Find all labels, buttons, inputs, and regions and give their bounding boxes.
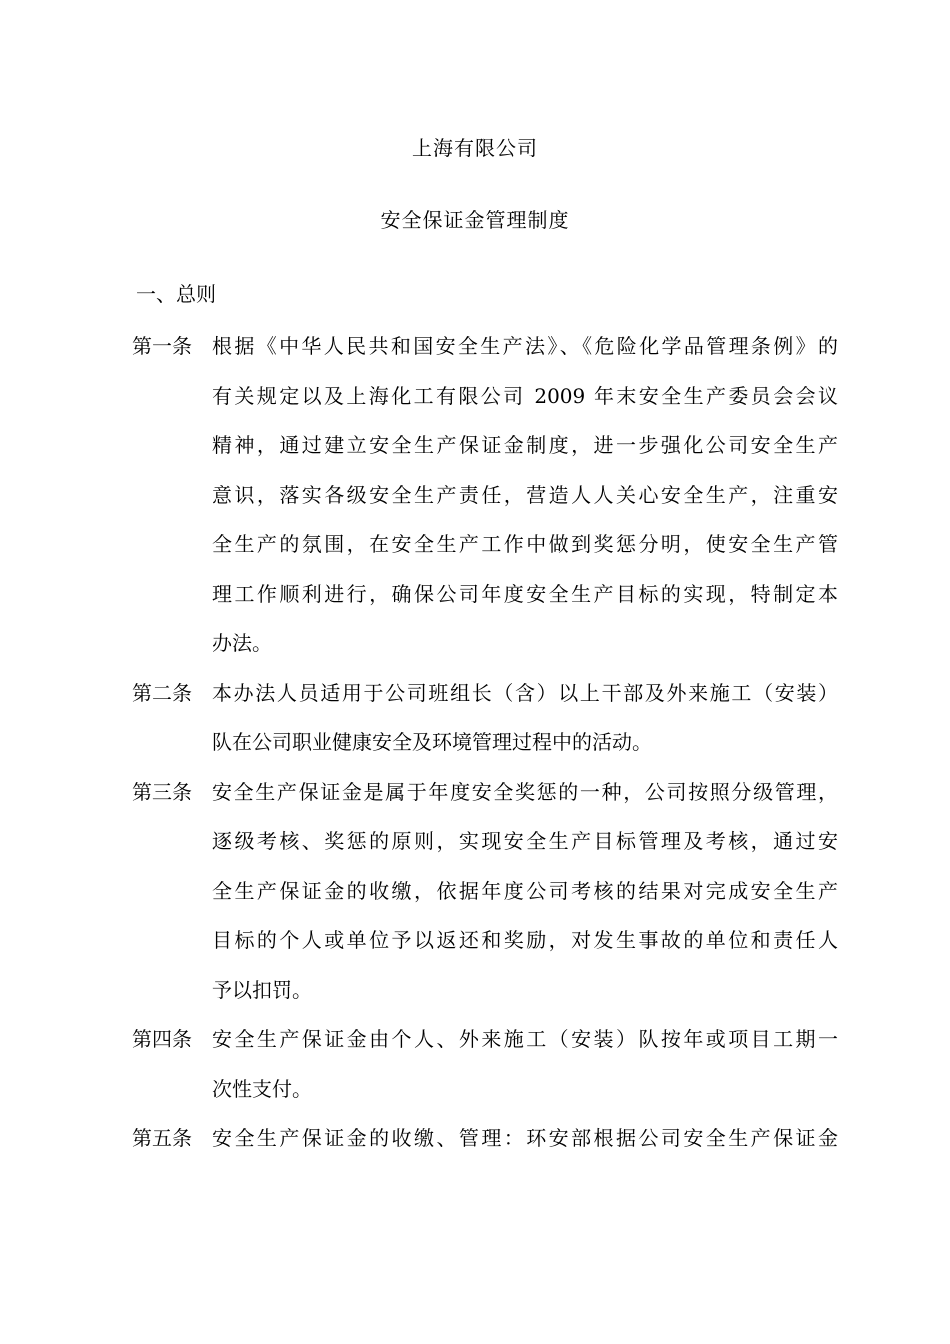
article-body [212,322,842,669]
article-label: 第一条 [132,334,192,358]
article-label: 第二条 [132,680,192,705]
section-heading: 一、总则 [136,282,216,306]
document-title: 安全保证金管理制度 [380,208,570,232]
article-line: 理工作顺利进行，确保公司年度安全生产目标的实现，特制定本 [212,581,838,606]
article-5 [132,1114,842,1164]
article-line: 安全生产保证金是属于年度安全奖惩的一种，公司按照分级管理， [212,779,838,804]
article-line: 队在公司职业健康安全及环境管理过程中的活动。 [212,730,652,754]
article-1 [132,322,842,669]
article-label: 第四条 [132,1027,192,1051]
article-body [212,768,842,1016]
article-line: 精神，通过建立安全生产保证金制度，进一步强化公司安全生产 [212,433,838,457]
article-line: 次性支付。 [212,1076,312,1101]
article-3 [132,768,842,1016]
article-line: 安全生产保证金由个人、外来施工（安装）队按年或项目工期一 [212,1027,838,1051]
company-title: 上海有限公司 [412,136,538,160]
article-body [212,669,842,768]
article-line: 全生产的氛围，在安全生产工作中做到奖惩分明，使安全生产管 [212,532,838,556]
article-body [212,1114,842,1164]
article-4 [132,1015,842,1114]
article-line: 本办法人员适用于公司班组长（含）以上干部及外来施工（安装） [212,680,838,705]
article-line: 逐级考核、奖惩的原则，实现安全生产目标管理及考核，通过安 [212,829,838,853]
article-2 [132,669,842,768]
article-line: 办法。 [212,631,272,655]
article-label: 第三条 [132,779,192,804]
article-line: 有关规定以及上海化工有限公司 2009 年末安全生产委员会会议 [212,383,838,408]
article-label: 第五条 [132,1126,192,1150]
article-line: 根据《中华人民共和国安全生产法》、《危险化学品管理条例》的 [212,334,838,358]
article-line: 予以扣罚。 [212,977,312,1002]
article-body [212,1015,842,1114]
article-line: 全生产保证金的收缴，依据年度公司考核的结果对完成安全生产 [212,878,838,903]
article-line: 意识，落实各级安全生产责任，营造人人关心安全生产，注重安 [212,482,838,507]
article-line: 安全生产保证金的收缴、管理：环安部根据公司安全生产保证金 [212,1126,838,1150]
article-line: 目标的个人或单位予以返还和奖励，对发生事故的单位和责任人 [212,928,838,952]
articles-list [132,322,842,1164]
